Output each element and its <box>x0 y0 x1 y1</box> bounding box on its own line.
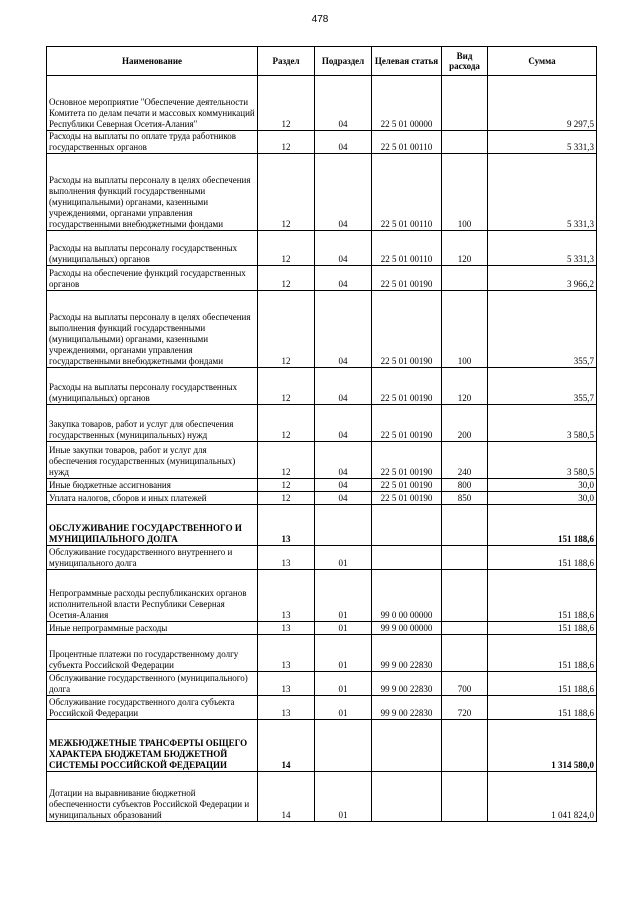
row-subsection: 04 <box>315 368 372 405</box>
table-row <box>47 131 597 154</box>
row-target-article: 22 5 01 00190 <box>372 479 442 492</box>
row-name: Расходы на выплаты персоналу государственных (муниципальных) органов <box>47 368 258 405</box>
row-sum: 151 188,6 <box>488 635 597 672</box>
row-target-article: 99 9 00 00000 <box>372 622 442 635</box>
row-sum: 151 188,6 <box>488 505 597 546</box>
row-section: 12 <box>258 368 315 405</box>
row-sum: 30,0 <box>488 479 597 492</box>
row-sum: 151 188,6 <box>488 546 597 570</box>
row-section: 12 <box>258 76 315 131</box>
row-section: 13 <box>258 505 315 546</box>
table-row <box>47 696 597 720</box>
row-name: МЕЖБЮДЖЕТНЫЕ ТРАНСФЕРТЫ ОБЩЕГО ХАРАКТЕРА БЮДЖЕТАМ БЮДЖЕТНОЙ СИСТЕМЫ РОССИЙСКОЙ ФЕДЕРАЦИИ <box>47 720 258 772</box>
budget-table <box>46 46 597 822</box>
row-expense-kind <box>442 505 488 546</box>
row-expense-kind: 800 <box>442 479 488 492</box>
row-name: Иные закупки товаров, работ и услуг для обеспечения государственных (муниципальных) нужд <box>47 442 258 479</box>
row-section: 13 <box>258 546 315 570</box>
row-expense-kind: 850 <box>442 492 488 505</box>
table-row <box>47 291 597 368</box>
page-number: 478 <box>311 14 329 25</box>
row-expense-kind <box>442 76 488 131</box>
row-subsection: 04 <box>315 76 372 131</box>
row-sum: 355,7 <box>488 291 597 368</box>
row-name: Непрограммные расходы республиканских органов исполнительной власти Республики Северная Осетия-Алания <box>47 570 258 622</box>
row-name: Обслуживание государственного долга субъекта Российской Федерации <box>47 696 258 720</box>
row-target-article: 22 5 01 00190 <box>372 492 442 505</box>
row-name: Расходы на выплаты по оплате труда работников государственных органов <box>47 131 258 154</box>
row-subsection: 01 <box>315 696 372 720</box>
row-expense-kind: 240 <box>442 442 488 479</box>
row-subsection: 04 <box>315 442 372 479</box>
row-subsection: 04 <box>315 405 372 442</box>
row-section: 12 <box>258 405 315 442</box>
row-sum: 30,0 <box>488 492 597 505</box>
table-row <box>47 442 597 479</box>
row-expense-kind: 100 <box>442 154 488 231</box>
row-section: 13 <box>258 570 315 622</box>
row-name: Закупка товаров, работ и услуг для обеспечения государственных (муниципальных) нужд <box>47 405 258 442</box>
table-row <box>47 368 597 405</box>
header-target-article: Целевая статья <box>372 47 442 76</box>
header-sum: Сумма <box>488 47 597 76</box>
row-sum: 151 188,6 <box>488 672 597 696</box>
row-sum: 5 331,3 <box>488 131 597 154</box>
row-section: 12 <box>258 231 315 266</box>
row-sum: 355,7 <box>488 368 597 405</box>
row-target-article: 22 5 01 00190 <box>372 442 442 479</box>
row-name: Расходы на выплаты персоналу государственных (муниципальных) органов <box>47 231 258 266</box>
row-name: ОБСЛУЖИВАНИЕ ГОСУДАРСТВЕННОГО И МУНИЦИПАЛЬНОГО ДОЛГА <box>47 505 258 546</box>
table-row <box>47 622 597 635</box>
row-subsection: 04 <box>315 154 372 231</box>
table-row <box>47 405 597 442</box>
row-section: 12 <box>258 492 315 505</box>
row-expense-kind: 700 <box>442 672 488 696</box>
row-target-article: 22 5 01 00190 <box>372 266 442 291</box>
row-target-article <box>372 546 442 570</box>
row-expense-kind: 120 <box>442 368 488 405</box>
row-section: 12 <box>258 131 315 154</box>
row-expense-kind <box>442 570 488 622</box>
row-sum: 5 331,3 <box>488 231 597 266</box>
row-expense-kind <box>442 720 488 772</box>
table-row <box>47 479 597 492</box>
table-row <box>47 546 597 570</box>
table-row <box>47 76 597 131</box>
row-target-article <box>372 772 442 822</box>
row-section: 14 <box>258 772 315 822</box>
row-sum: 1 314 580,0 <box>488 720 597 772</box>
row-sum: 151 188,6 <box>488 696 597 720</box>
table-body <box>47 76 597 822</box>
table-row <box>47 154 597 231</box>
row-sum: 5 331,3 <box>488 154 597 231</box>
row-name: Иные бюджетные ассигнования <box>47 479 258 492</box>
row-expense-kind: 100 <box>442 291 488 368</box>
row-section: 14 <box>258 720 315 772</box>
row-section: 12 <box>258 266 315 291</box>
row-expense-kind <box>442 622 488 635</box>
table-row <box>47 772 597 822</box>
table-row <box>47 231 597 266</box>
row-sum: 151 188,6 <box>488 622 597 635</box>
row-name: Иные непрограммные расходы <box>47 622 258 635</box>
row-subsection: 01 <box>315 635 372 672</box>
row-target-article: 99 0 00 00000 <box>372 570 442 622</box>
header-name: Наименование <box>47 47 258 76</box>
row-target-article <box>372 505 442 546</box>
row-subsection <box>315 720 372 772</box>
row-expense-kind <box>442 635 488 672</box>
row-section: 13 <box>258 622 315 635</box>
row-name: Расходы на выплаты персоналу в целях обеспечения выполнения функций государственными (муниципальными) органами, казенными учреждениями, органами управления государственными внебюджетными фондами <box>47 154 258 231</box>
row-target-article: 22 5 01 00110 <box>372 231 442 266</box>
row-sum: 3 580,5 <box>488 405 597 442</box>
row-name: Расходы на обеспечение функций государственных органов <box>47 266 258 291</box>
table-row <box>47 492 597 505</box>
row-expense-kind: 720 <box>442 696 488 720</box>
header-expense-kind: Вид расхода <box>442 47 488 76</box>
row-section: 13 <box>258 696 315 720</box>
row-subsection: 04 <box>315 131 372 154</box>
table-row <box>47 720 597 772</box>
row-sum: 3 580,5 <box>488 442 597 479</box>
table-row <box>47 266 597 291</box>
row-section: 13 <box>258 672 315 696</box>
row-target-article: 22 5 01 00110 <box>372 131 442 154</box>
row-name: Дотации на выравнивание бюджетной обеспеченности субъектов Российской Федерации и муниципальных образований <box>47 772 258 822</box>
table-row <box>47 672 597 696</box>
row-subsection <box>315 505 372 546</box>
row-subsection: 01 <box>315 570 372 622</box>
row-subsection: 04 <box>315 492 372 505</box>
row-subsection: 04 <box>315 266 372 291</box>
row-sum: 151 188,6 <box>488 570 597 622</box>
row-expense-kind <box>442 772 488 822</box>
row-target-article: 22 5 01 00000 <box>372 76 442 131</box>
table-row <box>47 505 597 546</box>
table-row <box>47 570 597 622</box>
header-section: Раздел <box>258 47 315 76</box>
row-section: 12 <box>258 154 315 231</box>
table-header-row <box>47 47 597 76</box>
row-name: Расходы на выплаты персоналу в целях обеспечения выполнения функций государственными (муниципальными) органами, казенными учреждениями, органами управления государственными внебюджетными фондами <box>47 291 258 368</box>
row-expense-kind: 200 <box>442 405 488 442</box>
row-target-article: 22 5 01 00190 <box>372 291 442 368</box>
row-subsection: 01 <box>315 672 372 696</box>
row-name: Обслуживание государственного (муниципального) долга <box>47 672 258 696</box>
row-name: Процентные платежи по государственному долгу субъекта Российской Федерации <box>47 635 258 672</box>
row-sum: 1 041 824,0 <box>488 772 597 822</box>
row-subsection: 01 <box>315 772 372 822</box>
row-subsection: 04 <box>315 291 372 368</box>
row-sum: 9 297,5 <box>488 76 597 131</box>
row-sum: 3 966,2 <box>488 266 597 291</box>
row-target-article: 22 5 01 00190 <box>372 368 442 405</box>
row-name: Основное мероприятие "Обеспечение деятельности Комитета по делам печати и массовых коммуникаций Республики Северная Осетия-Алания" <box>47 76 258 131</box>
row-subsection: 04 <box>315 231 372 266</box>
row-target-article: 22 5 01 00110 <box>372 154 442 231</box>
row-expense-kind <box>442 266 488 291</box>
table-row <box>47 635 597 672</box>
row-expense-kind: 120 <box>442 231 488 266</box>
row-target-article: 99 9 00 22830 <box>372 635 442 672</box>
row-section: 12 <box>258 291 315 368</box>
row-subsection: 01 <box>315 546 372 570</box>
row-section: 12 <box>258 442 315 479</box>
row-name: Обслуживание государственного внутреннего и муниципального долга <box>47 546 258 570</box>
row-name: Уплата налогов, сборов и иных платежей <box>47 492 258 505</box>
row-subsection: 01 <box>315 622 372 635</box>
row-target-article: 99 9 00 22830 <box>372 672 442 696</box>
row-expense-kind <box>442 131 488 154</box>
row-target-article <box>372 720 442 772</box>
row-target-article: 99 9 00 22830 <box>372 696 442 720</box>
row-expense-kind <box>442 546 488 570</box>
row-target-article: 22 5 01 00190 <box>372 405 442 442</box>
row-section: 12 <box>258 479 315 492</box>
row-section: 13 <box>258 635 315 672</box>
header-subsection: Подраздел <box>315 47 372 76</box>
row-subsection: 04 <box>315 479 372 492</box>
